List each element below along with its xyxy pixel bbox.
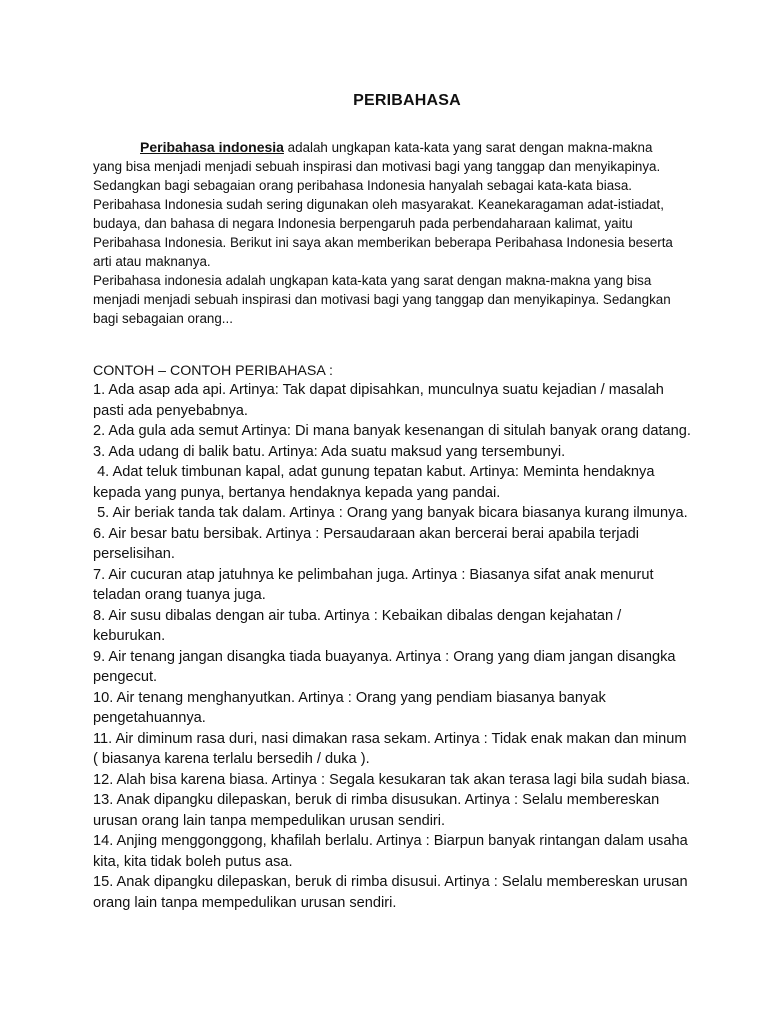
list-item: 9. Air tenang jangan disangka tiada buayanya. Artinya : Orang yang diam jangan disangka pengecut. [93,648,676,685]
intro-paragraph-1-text: adalah ungkapan kata-kata yang sarat dengan makna-makna yang bisa menjadi menjadi sebuah inspirasi dan motivasi bagi yang tanggap dan menyikapinya. Sedangkan bagi sebagaian orang peribahasa Indonesia hanyalah sebagai kata-kata biasa. [93,140,661,193]
list-item: 8. Air susu dibalas dengan air tuba. Artinya : Kebaikan dibalas dengan kejahatan / keburukan. [93,607,622,644]
intro-paragraph-2: Peribahasa Indonesia sudah sering digunakan oleh masyarakat. Keanekaragaman adat-istiadat, budaya, dan bahasa di negara Indonesia berpengaruh pada perbendaharaan kalimat, yaitu Peribahasa Indonesia. Berikut ini saya akan memberikan beberapa Peribahasa Indonesia beserta arti atau maknanya. [93,197,673,269]
intro-paragraph-1 [93,138,678,195]
list-item: 11. Air diminum rasa duri, nasi dimakan rasa sekam. Artinya : Tidak enak makan dan minum ( biasanya karena terlalu bersedih / duka ). [93,730,687,767]
list-item: 3. Ada udang di balik batu. Artinya: Ada suatu maksud yang tersembunyi. [93,443,566,460]
list-item: 5. Air beriak tanda tak dalam. Artinya : Orang yang banyak bicara biasanya kurang ilmunya. [97,505,688,521]
intro-term: Peribahasa indonesia [140,139,284,155]
list-item: 10. Air tenang menghanyutkan. Artinya : Orang yang pendiam biasanya banyak pengetahuannya. [93,689,606,726]
page-title: PERIBAHASA [353,92,461,109]
examples-list [93,380,693,913]
list-item: 14. Anjing menggonggong, khafilah berlalu. Artinya : Biarpun banyak rintangan dalam usaha kita, kita tidak boleh putus asa. [93,833,688,870]
list-item: 13. Anak dipangku dilepaskan, beruk di rimba disusukan. Artinya : Selalu membereskan urusan orang lain tanpa mempedulikan urusan sendiri. [93,792,660,829]
list-item: 6. Air besar batu bersibak. Artinya : Persaudaraan akan bercerai berai apabila terjadi perselisihan. [93,525,639,562]
list-item: 4. Adat teluk timbunan kapal, adat gunung tepatan kabut. Artinya: Meminta hendaknya kepada yang punya, bertanya hendaknya kepada yang pandai. [93,464,655,501]
examples-heading: CONTOH – CONTOH PERIBAHASA : [93,363,333,379]
intro-paragraph-3: Peribahasa indonesia adalah ungkapan kata-kata yang sarat dengan makna-makna yang bisa menjadi menjadi sebuah inspirasi dan motivasi bagi yang tanggap dan menyikapinya. Sedangkan bagi sebagaian orang... [93,273,671,326]
list-item: 2. Ada gula ada semut Artinya: Di mana banyak kesenangan di situlah banyak orang datang. [93,423,691,439]
list-item: 1. Ada asap ada api. Artinya: Tak dapat dipisahkan, munculnya suatu kejadian / masalah pasti ada penyebabnya. [93,382,664,419]
list-item: 15. Anak dipangku dilepaskan, beruk di rimba disusui. Artinya : Selalu membereskan urusan orang lain tanpa mempedulikan urusan sendiri. [93,874,688,911]
intro-section [93,138,678,328]
examples-section [93,362,693,913]
list-item: 12. Alah bisa karena biasa. Artinya : Segala kesukaran tak akan terasa lagi bila sudah biasa. [93,771,691,788]
list-item: 7. Air cucuran atap jatuhnya ke pelimbahan juga. Artinya : Biasanya sifat anak menurut teladan orang tuanya juga. [93,566,654,603]
